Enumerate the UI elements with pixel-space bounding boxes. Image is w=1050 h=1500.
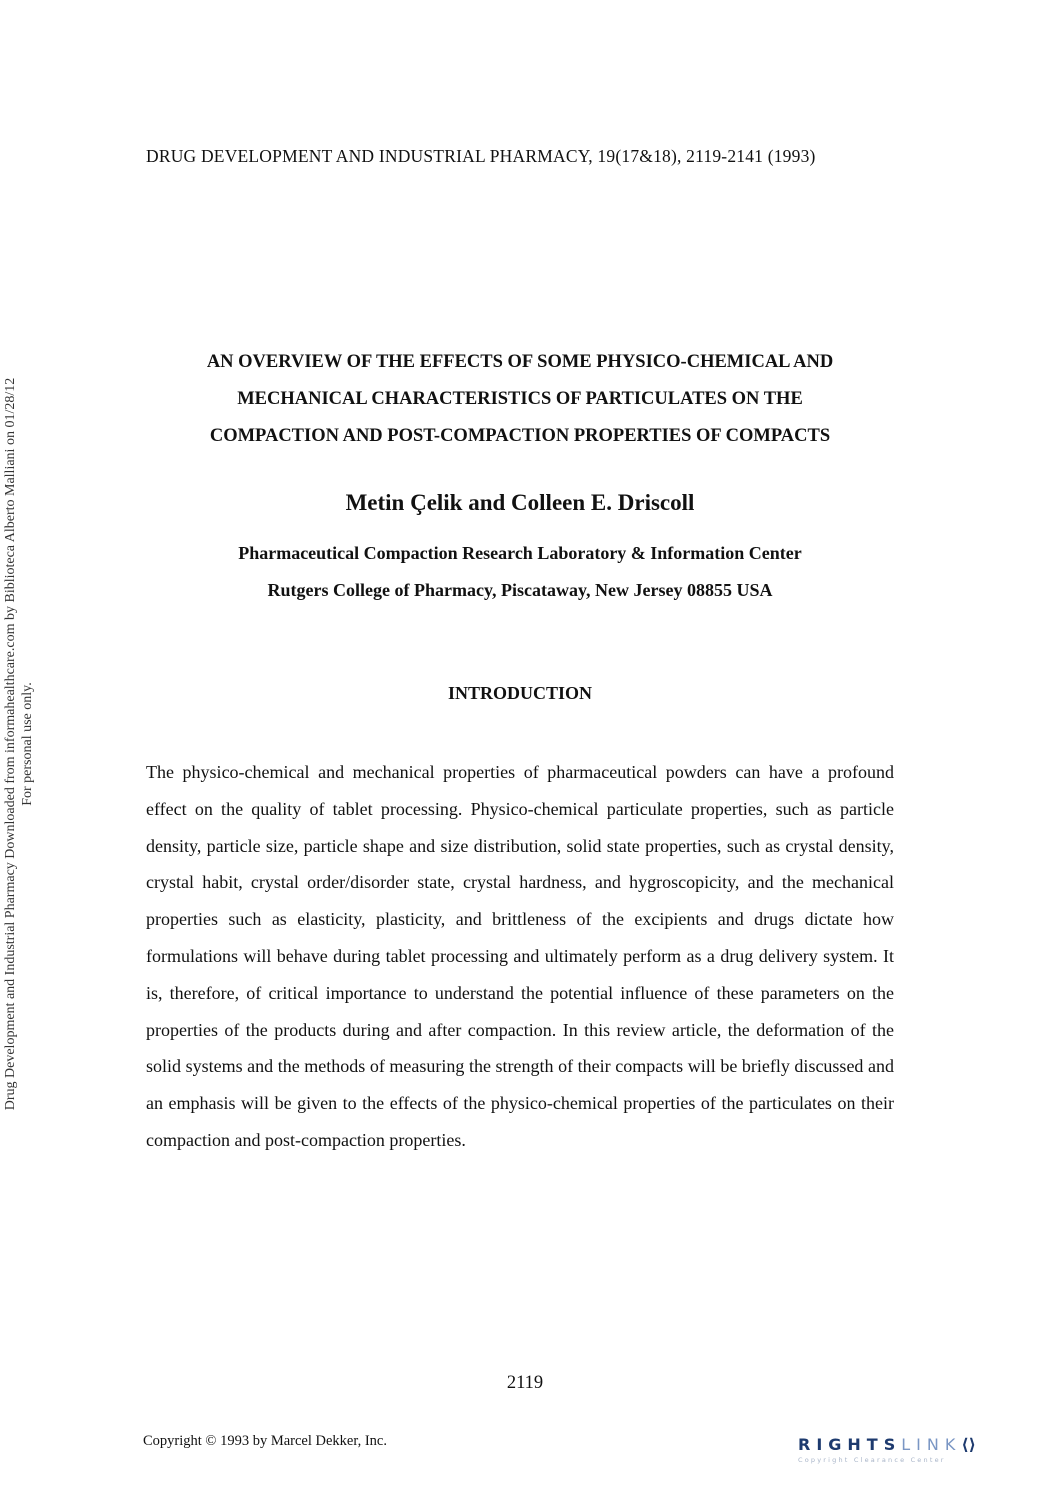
title-line: MECHANICAL CHARACTERISTICS OF PARTICULATES ON THE	[237, 389, 803, 409]
running-header: DRUG DEVELOPMENT AND INDUSTRIAL PHARMACY, 19(17&18), 2119-2141 (1993)	[146, 146, 816, 166]
watermark-line-1: Drug Development and Industrial Pharmacy Downloaded from informahealthcare.com by Biblioteca Alberto Malliani on 01/28/12	[3, 377, 18, 1111]
watermark-line-2: For personal use only.	[20, 682, 35, 806]
affiliation-line-2: Rutgers College of Pharmacy, Piscataway, New Jersey 08855 USA	[267, 580, 773, 600]
download-watermark	[2, 304, 36, 1184]
rightslink-arrow-icon: ⟨⟩	[961, 1435, 976, 1454]
section-heading-introduction: INTRODUCTION	[447, 683, 593, 703]
rightslink-tagline: Copyright Clearance Center	[798, 1456, 946, 1464]
introduction-paragraph: The physico-chemical and mechanical properties of pharmaceutical powders can have a profound effect on the quality of tablet processing. Physico-chemical particulate properties, such as particle density, particle size, particle shape and size distribution, solid state properties, such as crystal density, crystal habit, crystal order/disorder state, crystal hardness, and hygroscopicity, and the mechanical properties such as elasticity, plasticity, and brittleness of the excipients and drugs dictate how formulations will behave during tablet processing and ultimately perform as a drug delivery system. It is, therefore, of critical importance to understand the potential influence of these parameters on the properties of the products during and after compaction. In this review article, the deformation of the solid systems and the methods of measuring the strength of their compacts will be briefly discussed and an emphasis will be given to the effects of the physico-chemical properties of the particulates on their compaction and post-compaction properties.	[146, 762, 894, 1150]
affiliation	[120, 535, 920, 609]
rightslink-link-text: LINK	[901, 1435, 962, 1454]
rightslink-rights-text: RIGHTS	[798, 1435, 902, 1454]
authors: Metin Çelik and Colleen E. Driscoll	[345, 490, 695, 515]
article-title	[120, 344, 920, 455]
rightslink-logo[interactable]	[798, 1436, 1028, 1470]
affiliation-line-1: Pharmaceutical Compaction Research Laboratory & Information Center	[238, 543, 802, 563]
page-number: 2119	[506, 1373, 544, 1393]
copyright-notice: Copyright © 1993 by Marcel Dekker, Inc.	[143, 1433, 387, 1449]
title-line: AN OVERVIEW OF THE EFFECTS OF SOME PHYSICO-CHEMICAL AND	[206, 352, 834, 372]
title-line: COMPACTION AND POST-COMPACTION PROPERTIES OF COMPACTS	[209, 426, 831, 446]
